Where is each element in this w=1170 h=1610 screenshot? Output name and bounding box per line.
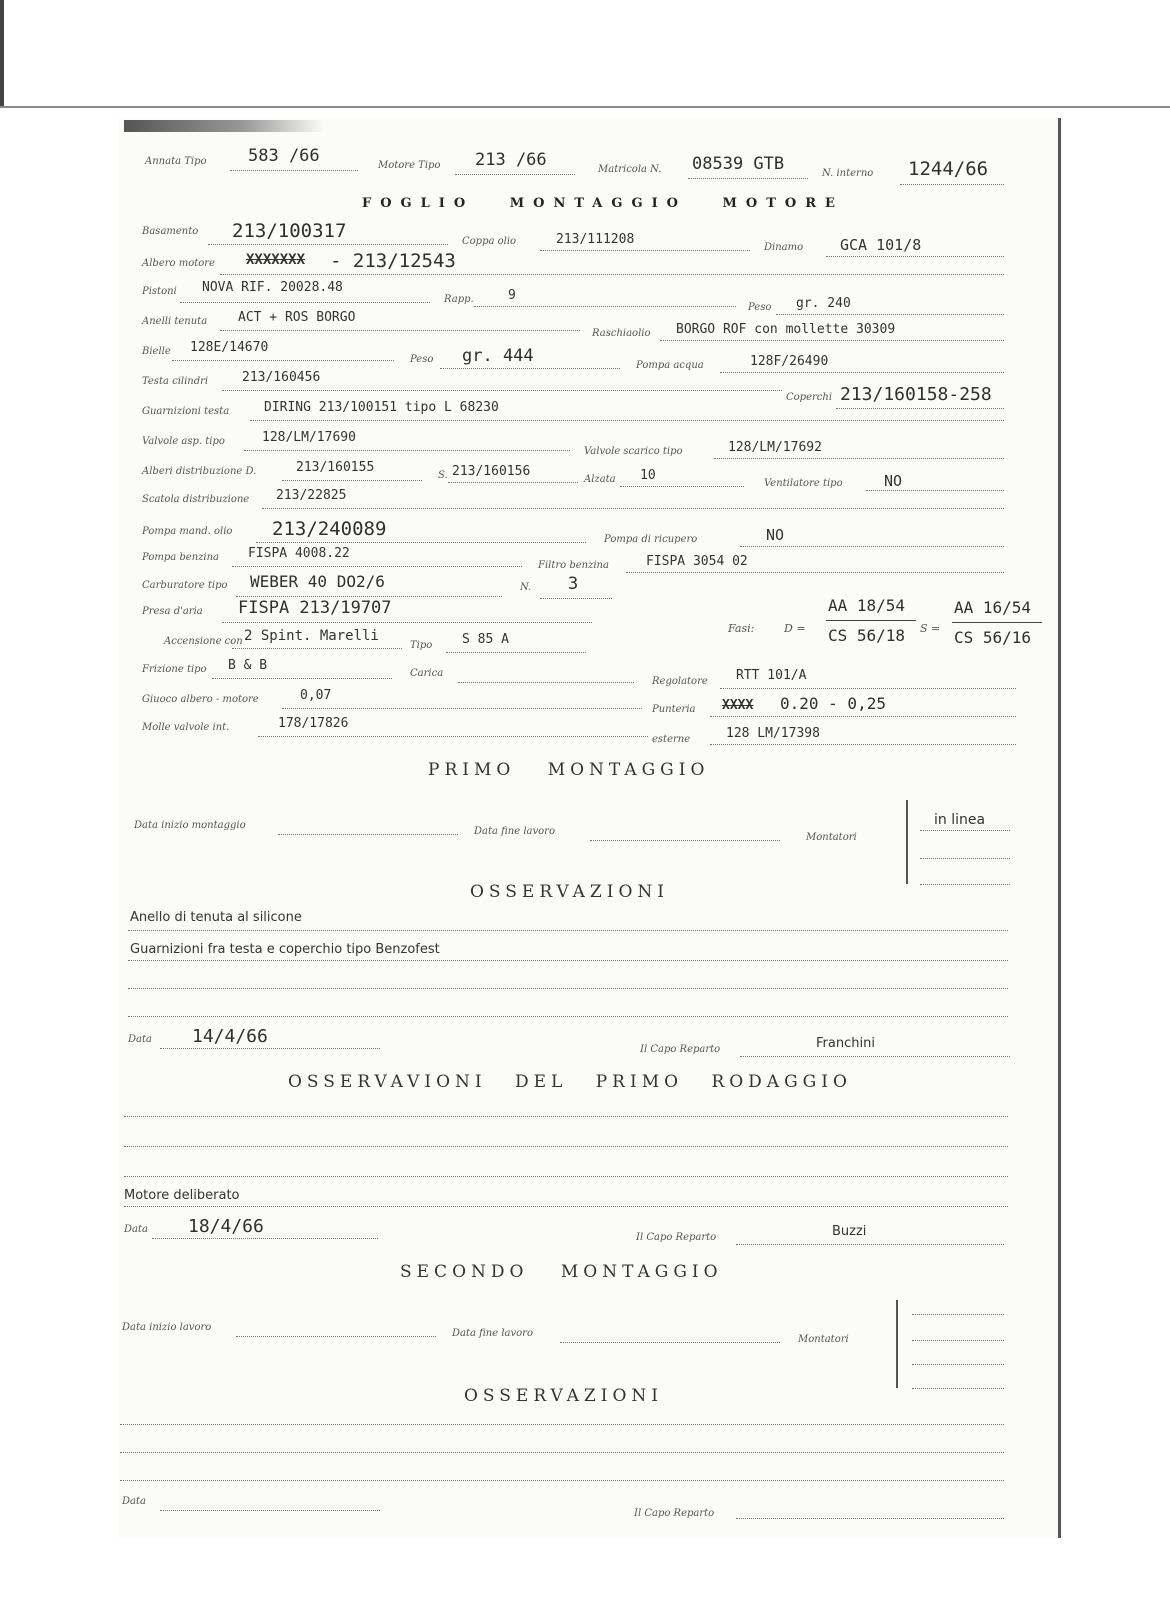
dotted-line xyxy=(740,546,1004,547)
valvole-asp-label: Valvole asp. tipo xyxy=(142,436,225,447)
carburatore-label: Carburatore tipo xyxy=(142,580,228,591)
dotted-line xyxy=(262,508,1004,509)
dotted-line xyxy=(152,1238,378,1239)
dotted-line xyxy=(720,372,1004,373)
fasi-d-fraction-bar xyxy=(826,620,916,621)
fasi-d-label: D = xyxy=(784,622,806,635)
dotted-line xyxy=(912,1314,1004,1315)
osservazioni2-capo-label: Il Capo Reparto xyxy=(634,1508,715,1519)
montatori-brace xyxy=(896,1300,906,1388)
dotted-line xyxy=(236,596,502,597)
dotted-line xyxy=(836,408,1004,409)
dotted-line xyxy=(560,1342,780,1343)
punteria-value: 0.20 - 0,25 xyxy=(780,694,886,713)
coppa-value: 213/111208 xyxy=(556,232,635,247)
peso2-label: Peso xyxy=(410,354,434,365)
secondo-montatori-label: Montatori xyxy=(798,1334,849,1345)
peso2-value: gr. 444 xyxy=(462,346,534,366)
dotted-line xyxy=(278,834,458,835)
dotted-line xyxy=(230,170,358,171)
osservazioni-data-label: Data xyxy=(128,1034,152,1045)
scan-edge-line xyxy=(0,0,4,106)
dotted-line xyxy=(160,1048,380,1049)
dotted-line xyxy=(124,1116,1008,1117)
dotted-line xyxy=(540,598,612,599)
dotted-line xyxy=(474,306,736,307)
coppa-label: Coppa olio xyxy=(462,236,517,247)
dotted-line xyxy=(220,330,580,331)
bielle-label: Bielle xyxy=(142,346,171,357)
scatola-label: Scatola distribuzione xyxy=(142,494,250,505)
dotted-line xyxy=(124,1176,1008,1177)
osservazioni2-title: OSSERVAZIONI xyxy=(464,1386,663,1406)
dotted-line xyxy=(120,1452,1004,1453)
fasi-s-top: AA 16/54 xyxy=(954,598,1032,617)
testa-value: 213/160456 xyxy=(242,370,321,385)
molle-est-label: esterne xyxy=(652,734,691,745)
dotted-line xyxy=(220,274,1004,275)
fasi-s-bottom: CS 56/16 xyxy=(954,628,1032,647)
molle-label: Molle valvole int. xyxy=(142,722,230,733)
dotted-line xyxy=(180,302,430,303)
dotted-line xyxy=(720,688,1016,689)
dotted-line xyxy=(250,420,1004,421)
dotted-line xyxy=(736,1244,1004,1245)
rodaggio-line-1: Motore deliberato xyxy=(124,1188,240,1203)
alberi-s-value: 213/160156 xyxy=(452,464,531,479)
dotted-line xyxy=(124,1146,1008,1147)
alzata-label: Alzata xyxy=(584,474,616,485)
secondo-inizio-label: Data inizio lavoro xyxy=(122,1322,212,1333)
scan-top-margin xyxy=(0,0,1170,108)
fasi-s-fraction-bar xyxy=(952,622,1042,623)
pompa-benzina-label: Pompa benzina xyxy=(142,552,219,563)
dotted-line xyxy=(128,1016,1008,1017)
dotted-line xyxy=(258,736,648,737)
n-label: N. xyxy=(520,582,532,593)
dotted-line xyxy=(222,622,592,623)
torn-corner-mark xyxy=(124,120,324,132)
rodaggio-capo-label: Il Capo Reparto xyxy=(636,1232,717,1243)
valvole-scar-label: Valvole scarico tipo xyxy=(584,446,683,457)
osservazioni2-data-label: Data xyxy=(122,1496,146,1507)
peso1-label: Peso xyxy=(748,302,772,313)
annata-tipo-label: Annata Tipo xyxy=(145,156,207,167)
secondo-montaggio-title: SECONDO MONTAGGIO xyxy=(400,1262,723,1282)
dotted-line xyxy=(256,542,586,543)
dotted-line xyxy=(222,390,782,391)
dotted-line xyxy=(160,1510,380,1511)
pompa-olio-value: 213/240089 xyxy=(272,518,387,540)
dotted-line xyxy=(740,1056,1010,1057)
dotted-line xyxy=(912,1340,1004,1341)
filtro-value: FISPA 3054 02 xyxy=(646,554,748,569)
dinamo-value: GCA 101/8 xyxy=(840,236,922,254)
carica-label: Carica xyxy=(410,668,444,679)
rodaggio-data-value: 18/4/66 xyxy=(188,1216,264,1237)
n-value: 3 xyxy=(568,574,579,594)
dotted-line xyxy=(455,174,575,175)
valvole-scar-value: 128/LM/17692 xyxy=(728,440,822,455)
dotted-line xyxy=(120,1424,1004,1425)
presa-value: FISPA 213/19707 xyxy=(238,598,392,618)
dotted-line xyxy=(128,988,1008,989)
accensione-value: 2 Spint. Marelli xyxy=(244,628,379,644)
rodaggio-data-label: Data xyxy=(124,1224,148,1235)
dotted-line xyxy=(120,1480,1004,1481)
dotted-line xyxy=(626,572,1004,573)
interno-value: 1244/66 xyxy=(908,158,989,180)
basamento-value: 213/100317 xyxy=(232,220,347,242)
dotted-line xyxy=(866,490,1004,491)
punteria-struck-value: XXXX xyxy=(722,698,754,713)
dotted-line xyxy=(172,360,394,361)
dotted-line xyxy=(920,884,1010,885)
dotted-line xyxy=(688,178,808,179)
alzata-value: 10 xyxy=(640,468,656,483)
guarnizioni-label: Guarnizioni testa xyxy=(142,406,230,417)
sheet-title: FOGLIO MONTAGGIO MOTORE xyxy=(362,196,844,211)
alberi-s-label: S. xyxy=(438,470,448,481)
albero-struck-value: XXXXXXX xyxy=(246,252,306,268)
dotted-line xyxy=(236,1336,436,1337)
dotted-line xyxy=(282,708,642,709)
raschiaolio-label: Raschiaolio xyxy=(592,328,651,339)
pistoni-value: NOVA RIF. 20028.48 xyxy=(202,280,343,295)
dotted-line xyxy=(900,184,1004,185)
pompa-acqua-label: Pompa acqua xyxy=(636,360,704,371)
dotted-line xyxy=(912,1364,1004,1365)
pompa-ricupero-label: Pompa di ricupero xyxy=(604,534,698,545)
osservazioni-data-value: 14/4/66 xyxy=(192,1026,268,1047)
tipo-label: Tipo xyxy=(410,640,433,651)
montatori-brace xyxy=(906,800,916,884)
osservazioni-capo-label: Il Capo Reparto xyxy=(640,1044,721,1055)
accensione-label: Accensione con xyxy=(164,636,243,647)
osservazioni-line-2: Guarnizioni fra testa e coperchio tipo Benzofest xyxy=(130,942,440,957)
scatola-value: 213/22825 xyxy=(276,488,347,503)
rapp-label: Rapp. xyxy=(444,294,474,305)
filtro-label: Filtro benzina xyxy=(538,560,609,571)
rodaggio-capo-value: Buzzi xyxy=(832,1224,867,1239)
annata-tipo-value: 583 /66 xyxy=(248,146,320,166)
molle-est-value: 128 LM/17398 xyxy=(726,726,820,741)
dotted-line xyxy=(208,244,448,245)
dotted-line xyxy=(128,930,1008,931)
pompa-ricupero-value: NO xyxy=(766,526,785,544)
dotted-line xyxy=(590,840,780,841)
osservazioni-capo-value: Franchini xyxy=(816,1036,875,1051)
dotted-line xyxy=(710,716,1016,717)
regolatore-label: Regolatore xyxy=(652,676,708,687)
punteria-label: Punteria xyxy=(652,704,696,715)
dotted-line xyxy=(448,482,578,483)
engine-assembly-sheet xyxy=(118,118,1061,1538)
dotted-line xyxy=(620,486,744,487)
dotted-line xyxy=(540,250,750,251)
ventilatore-value: NO xyxy=(884,472,903,490)
alberi-label: Alberi distribuzione D. xyxy=(142,466,257,477)
bielle-value: 128E/14670 xyxy=(190,340,269,355)
raschiaolio-value: BORGO ROF con mollette 30309 xyxy=(676,322,896,337)
dotted-line xyxy=(282,480,422,481)
dotted-line xyxy=(710,744,1016,745)
dotted-line xyxy=(244,450,570,451)
matricola-value: 08539 GTB xyxy=(692,154,785,174)
alberi-d-value: 213/160155 xyxy=(296,460,375,475)
dotted-line xyxy=(714,458,1004,459)
testa-label: Testa cilindri xyxy=(142,376,209,387)
ventilatore-label: Ventilatore tipo xyxy=(764,478,843,489)
fasi-label: Fasi: xyxy=(728,622,755,635)
dinamo-label: Dinamo xyxy=(764,242,804,253)
anelli-value: ACT + ROS BORGO xyxy=(238,310,356,325)
dotted-line xyxy=(124,1206,1008,1207)
albero-label: Albero motore xyxy=(142,258,215,269)
peso1-value: gr. 240 xyxy=(796,296,851,311)
regolatore-value: RTT 101/A xyxy=(736,668,807,683)
valvole-asp-value: 128/LM/17690 xyxy=(262,430,356,445)
dotted-line xyxy=(920,830,1010,831)
primo-montatori-label: Montatori xyxy=(806,832,857,843)
frizione-label: Frizione tipo xyxy=(142,664,207,675)
matricola-label: Matricola N. xyxy=(598,164,662,175)
pompa-benzina-value: FISPA 4008.22 xyxy=(248,546,350,561)
osservazioni-title: OSSERVAZIONI xyxy=(470,882,669,902)
dotted-line xyxy=(212,678,392,679)
primo-montatori-value: in linea xyxy=(934,812,986,828)
tipo-value: S 85 A xyxy=(462,632,509,647)
basamento-label: Basamento xyxy=(142,226,199,237)
molle-value: 178/17826 xyxy=(278,716,349,731)
motore-tipo-value: 213 /66 xyxy=(475,150,547,170)
guarnizioni-value: DIRING 213/100151 tipo L 68230 xyxy=(264,400,499,415)
fasi-d-top: AA 18/54 xyxy=(828,596,906,615)
dotted-line xyxy=(446,652,586,653)
pistoni-label: Pistoni xyxy=(142,286,177,297)
dotted-line xyxy=(232,648,402,649)
dotted-line xyxy=(128,960,1008,961)
fasi-d-bottom: CS 56/18 xyxy=(828,626,906,645)
fasi-s-label: S = xyxy=(920,622,941,635)
carburatore-value: WEBER 40 DO2/6 xyxy=(250,572,385,591)
dotted-line xyxy=(776,314,1004,315)
secondo-fine-label: Data fine lavoro xyxy=(452,1328,533,1339)
osservazioni-line-1: Anello di tenuta al silicone xyxy=(130,910,302,925)
frizione-value: B & B xyxy=(228,658,268,673)
giuoco-label: Giuoco albero - motore xyxy=(142,694,259,705)
rapp-value: 9 xyxy=(508,288,516,303)
dotted-line xyxy=(440,368,620,369)
dotted-line xyxy=(736,1518,1004,1519)
dotted-line xyxy=(912,1388,1004,1389)
rodaggio-title: OSSERVAVIONI DEL PRIMO RODAGGIO xyxy=(288,1072,852,1092)
interno-label: N. interno xyxy=(822,168,874,179)
dotted-line xyxy=(232,566,522,567)
dotted-line xyxy=(826,256,1004,257)
coperchi-value: 213/160158-258 xyxy=(840,384,992,405)
motore-tipo-label: Motore Tipo xyxy=(378,160,441,171)
albero-value: - 213/12543 xyxy=(330,250,456,272)
primo-fine-label: Data fine lavoro xyxy=(474,826,555,837)
dotted-line xyxy=(660,340,1004,341)
anelli-label: Anelli tenuta xyxy=(142,316,208,327)
pompa-olio-label: Pompa mand. olio xyxy=(142,526,233,537)
presa-label: Presa d'aria xyxy=(142,606,203,617)
dotted-line xyxy=(458,682,634,683)
pompa-acqua-value: 128F/26490 xyxy=(750,354,829,369)
giuoco-value: 0,07 xyxy=(300,688,332,703)
coperchi-label: Coperchi xyxy=(786,392,833,403)
dotted-line xyxy=(920,858,1010,859)
primo-inizio-label: Data inizio montaggio xyxy=(134,820,246,831)
primo-montaggio-title: PRIMO MONTAGGIO xyxy=(428,760,710,780)
